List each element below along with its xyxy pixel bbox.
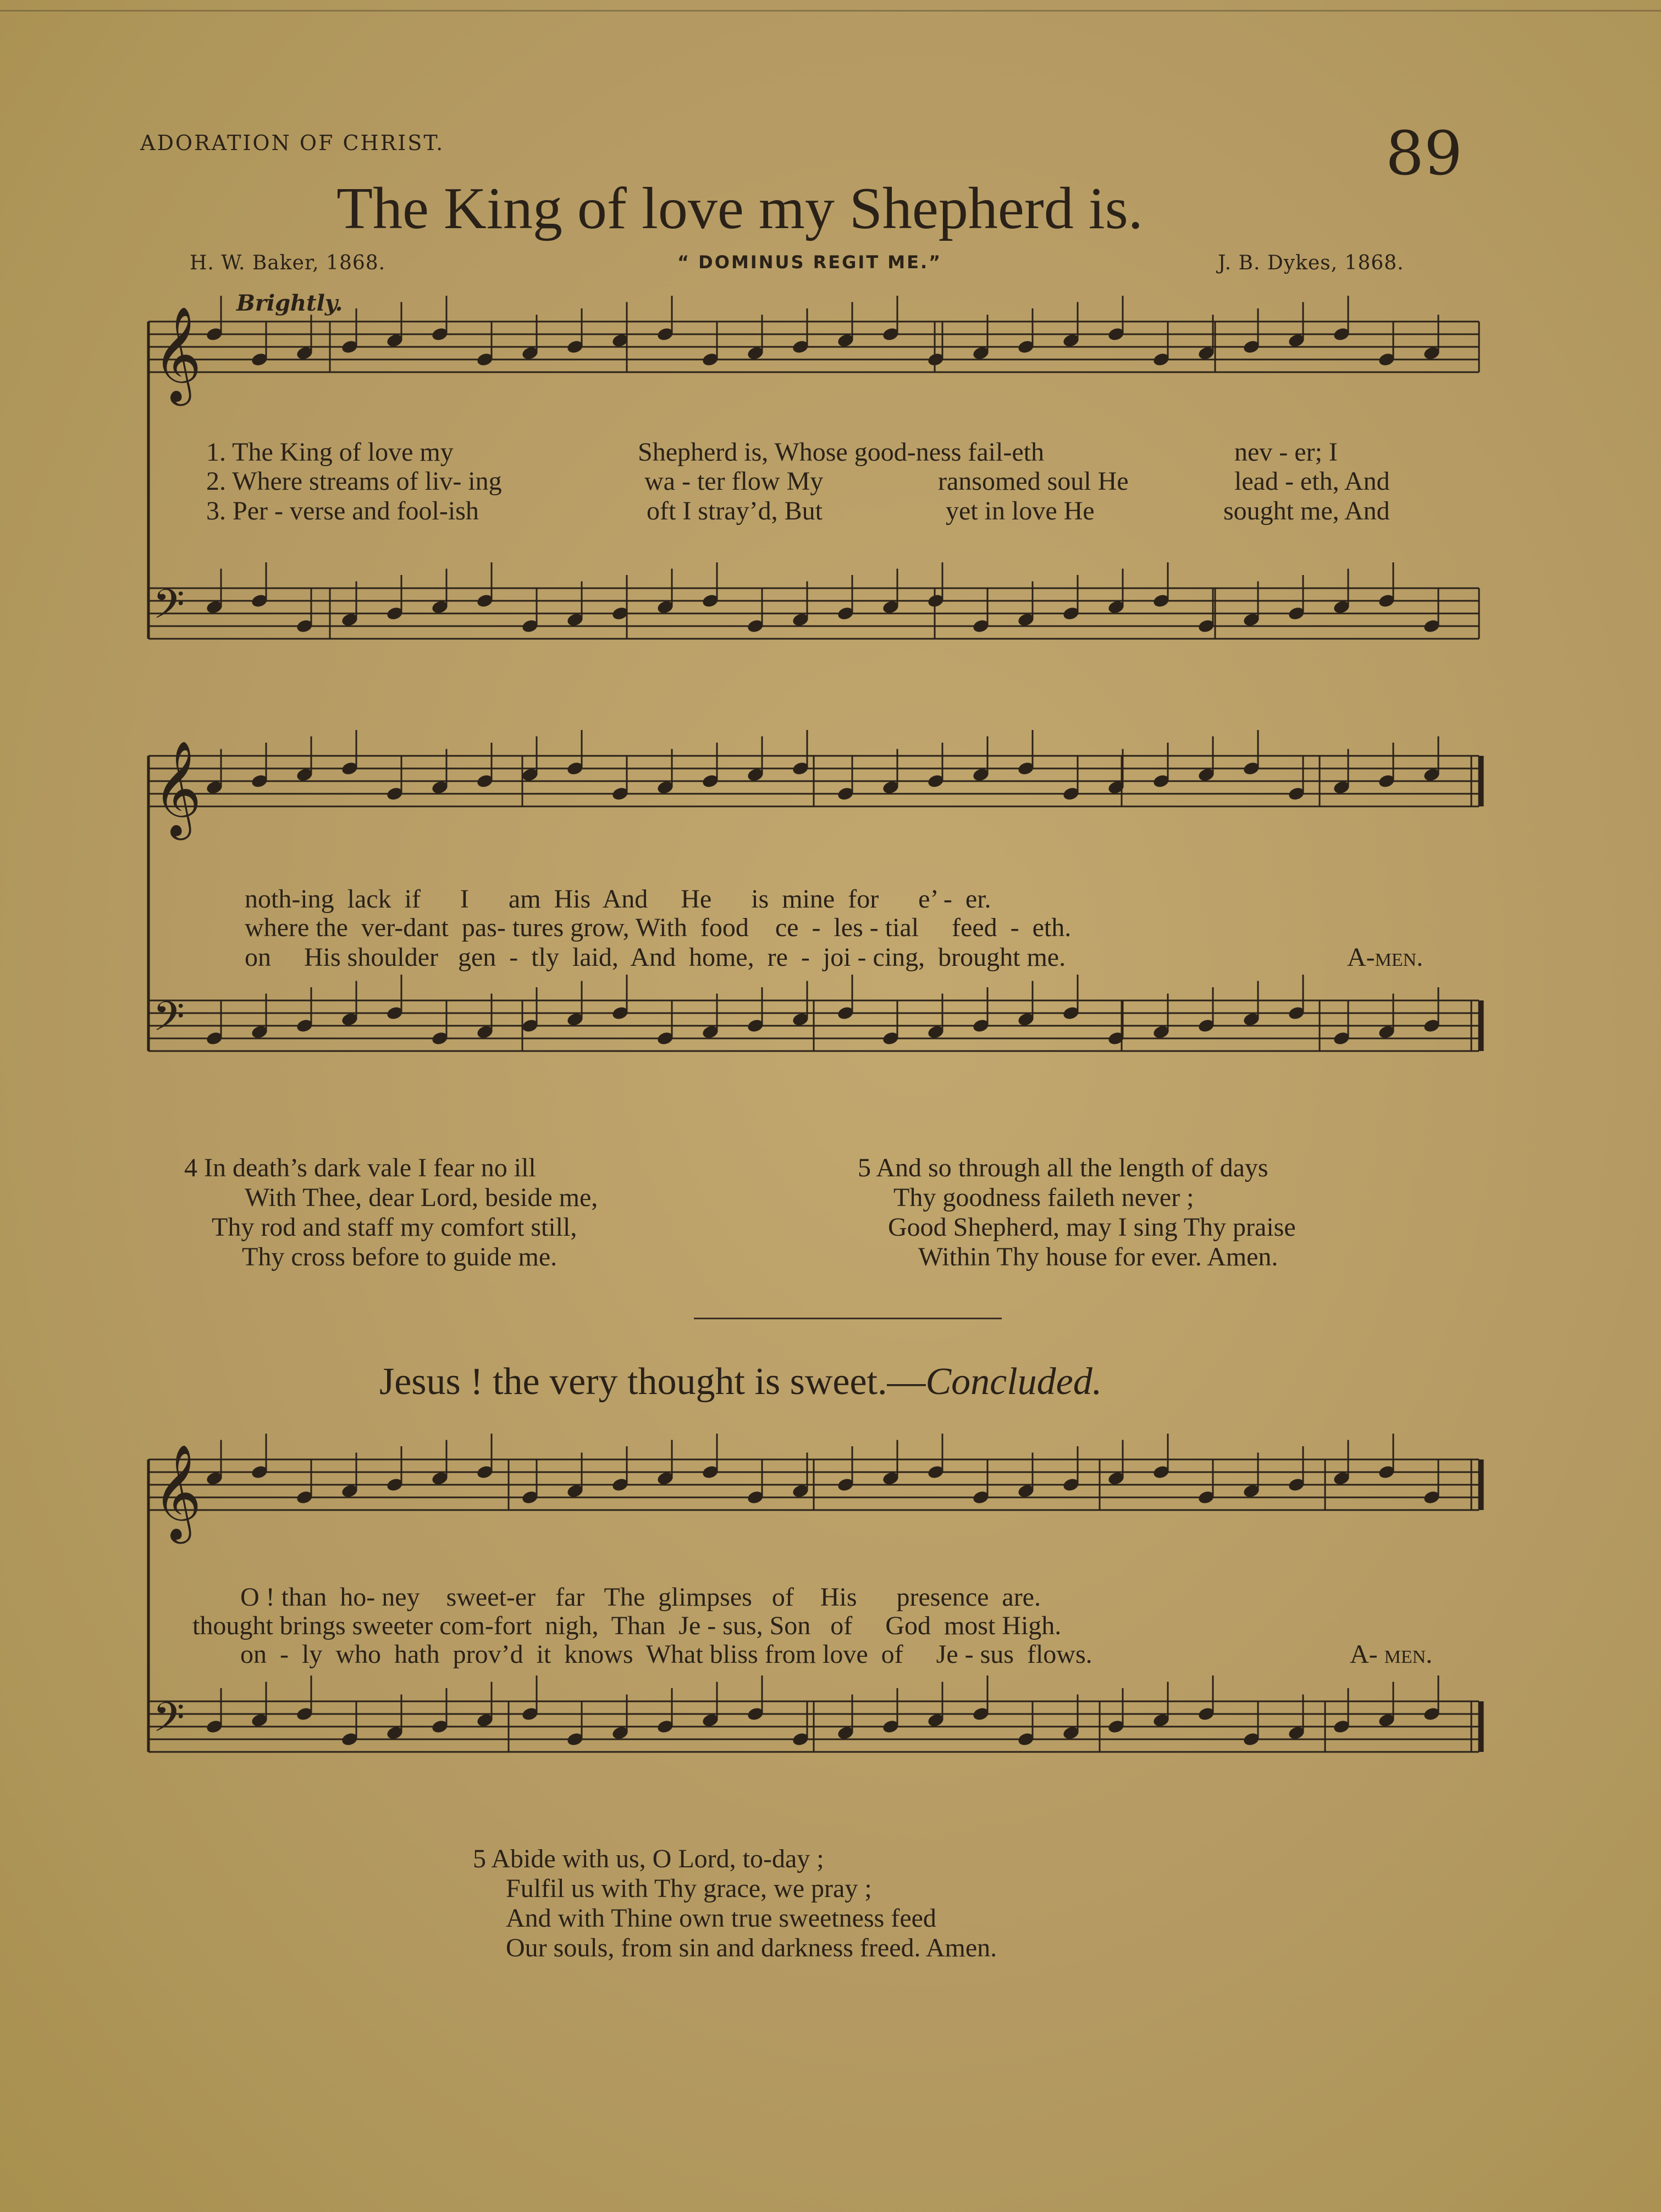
h1-s2-v2: where the ver-dant pas- tures grow, With food ce - les - tial feed - eth. <box>245 913 1072 942</box>
page-number: 89 <box>1386 118 1463 189</box>
h1-stanza-4 <box>184 1153 598 1272</box>
stanza4-line1: 4 In death’s dark vale I fear no ill <box>184 1153 536 1182</box>
h2-stanza5-line2: Fulfil us with Thy grace, we pray ; <box>506 1874 872 1903</box>
svg-text:𝄢: 𝄢 <box>153 993 185 1050</box>
stanza4-line2: With Thee, dear Lord, beside me, <box>245 1183 598 1212</box>
stanza4-line3: Thy rod and staff my comfort still, <box>212 1213 577 1242</box>
h2-v3: on - ly who hath prov’d it knows What bliss from love of Je - sus flows. <box>240 1640 1092 1669</box>
svg-text:𝄢: 𝄢 <box>153 1694 185 1751</box>
hymn1-tune-name: “ DOMINUS REGIT ME.” <box>677 252 942 273</box>
h1-s1-v2-b: wa - ter flow My <box>644 467 824 496</box>
stanza4-line4: Thy cross before to guide me. <box>242 1242 558 1271</box>
h2-stanza-5 <box>473 1844 997 1963</box>
h1-s1-v2-a: 2. Where streams of liv- ing <box>206 467 502 496</box>
h1-s1-v3-b: oft I stray’d, But <box>647 496 823 526</box>
h1-stanza-5 <box>858 1153 1296 1272</box>
svg-text:𝄞: 𝄞 <box>153 740 202 836</box>
section-divider <box>694 1318 1002 1319</box>
h1-s1-v2-d: lead - eth, And <box>1234 467 1390 496</box>
h1-s2-v3: on His shoulder gen - tly laid, And home, re - joi - cing, brought me. <box>245 943 1066 972</box>
h1-s1-v3-d: sought me, And <box>1223 496 1390 526</box>
stanza5-line2: Thy goodness faileth never ; <box>893 1183 1194 1212</box>
hymn1-author: H. W. Baker, 1868. <box>190 252 386 274</box>
h1-s1-v1-a: 1. The King of love my <box>206 438 454 467</box>
h1-amen: A-men. <box>1347 943 1423 972</box>
h2-stanza5-line3: And with Thine own true sweetness feed <box>506 1904 936 1933</box>
h2-v1: O ! than ho- ney sweet-er far The glimpses of His presence are. <box>240 1583 1041 1612</box>
hymn2-title-main: Jesus ! the very thought is sweet.— <box>379 1361 926 1403</box>
h2-stanza5-line4: Our souls, from sin and darkness freed. Amen. <box>506 1933 997 1962</box>
stanza5-line1: 5 And so through all the length of days <box>858 1153 1268 1182</box>
svg-text:𝄞: 𝄞 <box>153 306 202 402</box>
h1-s1-v2-c: ransomed soul He <box>938 467 1129 496</box>
h2-stanza5-line1: 5 Abide with us, O Lord, to-day ; <box>473 1844 824 1873</box>
h2-amen: A- men. <box>1350 1640 1433 1669</box>
hymn1-composer: J. B. Dykes, 1868. <box>1218 252 1404 274</box>
svg-text:𝄢: 𝄢 <box>153 580 185 638</box>
h1-s1-v1-b: Shepherd is, Whose good-ness fail-eth <box>638 438 1044 467</box>
h1-s1-v3-c: yet in love He <box>946 496 1095 526</box>
stanza5-line3: Good Shepherd, may I sing Thy praise <box>888 1213 1296 1242</box>
h2-v2: thought brings sweeter com-fort nigh, Than Je - sus, Son of God most High. <box>192 1611 1062 1640</box>
h1-s1-v1-c: nev - er; I <box>1234 438 1338 467</box>
hymn2-title-suffix: Concluded. <box>925 1361 1102 1403</box>
section-heading: ADORATION OF CHRIST. <box>140 131 445 155</box>
stanza5-line4: Within Thy house for ever. Amen. <box>918 1242 1278 1271</box>
hymn2-title <box>379 1360 1102 1404</box>
h1-s1-v3-a: 3. Per - verse and fool-ish <box>206 496 479 526</box>
hymn1-title: The King of love my Shepherd is. <box>336 176 1143 241</box>
h1-s2-v1: noth-ing lack if I am His And He is mine for e’ - er. <box>245 884 991 914</box>
tempo-marking: Brightly. <box>236 290 343 316</box>
svg-text:𝄞: 𝄞 <box>153 1444 202 1540</box>
